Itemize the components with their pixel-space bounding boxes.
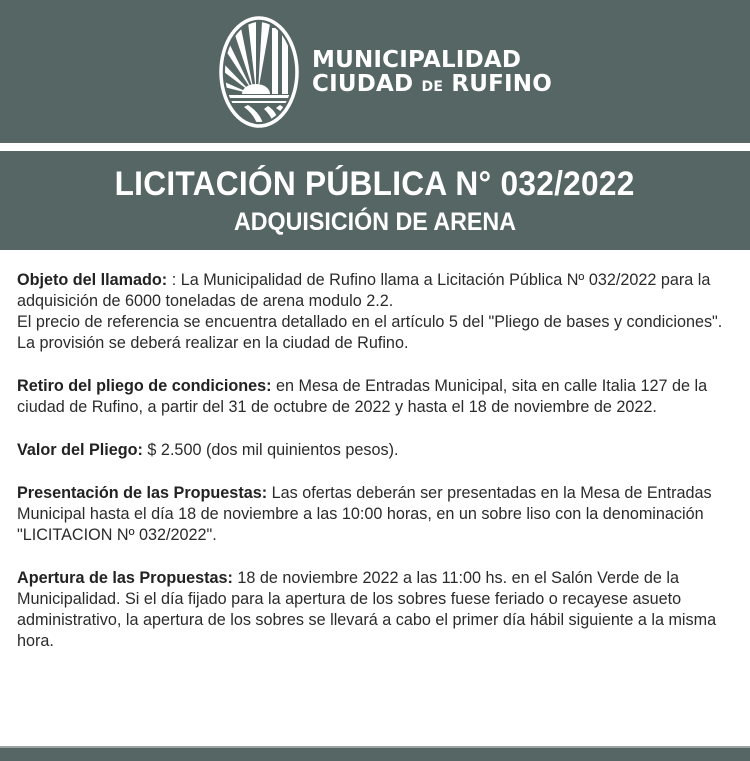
section-valor	[17, 440, 737, 461]
section-text: : La Municipalidad de Rufino llama a Licitación Pública Nº 032/2022 para la adquisición de 6000 toneladas de arena modulo 2.2.	[17, 271, 711, 310]
section-apertura	[17, 568, 737, 652]
logo-ciudad: CIUDAD	[312, 70, 422, 97]
logo-de: DE	[421, 78, 444, 95]
section-text: Las ofertas deberán ser presentadas en la Mesa de Entradas Municipal hasta el día 18 de noviembre a las 10:00 horas, en un sobre liso con la denominación "LICITACION Nº 032/2022".	[17, 484, 712, 544]
page-title: LICITACIÓN PÚBLICA N° 032/2022	[114, 165, 636, 203]
logo-rufino: RUFINO	[443, 70, 552, 97]
notice-body	[17, 270, 737, 674]
title-band	[0, 151, 750, 250]
section-label: Objeto del llamado:	[17, 271, 168, 289]
section-label: Retiro del pliego de condiciones:	[17, 377, 272, 395]
municipal-seal-icon	[218, 14, 300, 130]
logo-wordmark	[312, 46, 552, 97]
logo-line-municipalidad: MUNICIPALIDAD	[312, 46, 522, 73]
logo-line-ciudad	[312, 70, 552, 97]
section-text: 18 de noviembre 2022 a las 11:00 hs. en el Salón Verde de la Municipalidad. Si el día fijado para la apertura de los sobres fuese feriado o recayese asueto administrativo, la apertura de los sobres se llevará a cabo el primer día hábil siguiente a la misma hora.	[17, 569, 717, 650]
section-objeto	[17, 270, 737, 354]
section-presentacion	[17, 483, 737, 546]
section-text: $ 2.500 (dos mil quinientos pesos).	[142, 441, 399, 459]
section-text: El precio de referencia se encuentra detallado en el artículo 5 del "Pliego de bases y condiciones". La provisión se deberá realizar en la ciudad de Rufino.	[17, 313, 723, 352]
section-retiro	[17, 376, 737, 418]
section-label: Valor del Pliego:	[17, 441, 143, 459]
section-label: Apertura de las Propuestas:	[17, 569, 233, 587]
header-band	[0, 0, 750, 143]
section-text: en Mesa de Entradas Municipal, sita en calle Italia 127 de la ciudad de Rufino, a partir del 31 de octubre de 2022 y hasta el 18 de noviembre de 2022.	[17, 377, 708, 416]
municipal-logo	[218, 14, 552, 130]
page-subtitle: ADQUISICIÓN DE ARENA	[233, 208, 517, 236]
section-label: Presentación de las Propuestas:	[17, 484, 268, 502]
